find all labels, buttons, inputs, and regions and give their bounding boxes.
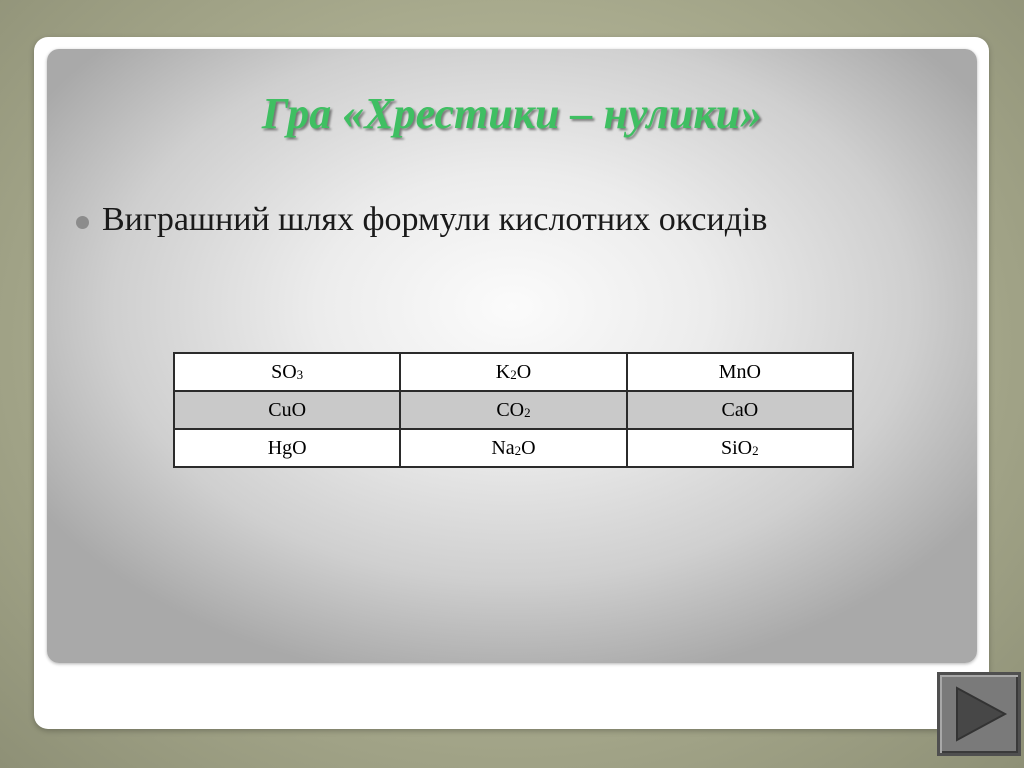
formula-base: CaO	[721, 398, 759, 421]
table-row	[174, 391, 853, 429]
play-triangle-icon	[949, 684, 1009, 744]
next-slide-button[interactable]	[937, 672, 1021, 756]
formula-base: SiO	[721, 436, 753, 459]
table-cell[interactable]	[400, 353, 626, 391]
formula-subscript: 2	[510, 366, 517, 382]
table-cell[interactable]	[400, 429, 626, 467]
formula-subscript: 2	[514, 442, 522, 458]
bullet-item	[76, 196, 768, 244]
table-cell[interactable]	[627, 429, 853, 467]
bullet-dot-icon	[76, 216, 89, 229]
formula-subscript: 3	[296, 366, 304, 382]
table-row	[174, 429, 853, 467]
formula-subscript: 2	[752, 442, 759, 458]
formula-tail: O	[521, 436, 536, 459]
table-cell[interactable]	[400, 391, 626, 429]
formula-base: MnO	[718, 360, 761, 383]
bullet-text: Виграшний шлях формули кислотних оксидів	[102, 201, 768, 238]
formula-base: CO	[496, 398, 525, 421]
oxide-table	[173, 352, 854, 468]
table-row	[174, 353, 853, 391]
formula-tail: O	[516, 360, 532, 383]
table-cell[interactable]	[174, 353, 400, 391]
formula-base: Na	[491, 436, 515, 459]
formula-base: K	[495, 360, 511, 383]
formula-subscript: 2	[524, 404, 531, 420]
table-cell[interactable]	[627, 391, 853, 429]
formula-base: HgO	[267, 436, 307, 459]
table-cell[interactable]	[174, 391, 400, 429]
table-cell[interactable]	[627, 353, 853, 391]
formula-base: SO	[271, 360, 297, 383]
slide-title: Гра «Хрестики – нулики»	[261, 89, 763, 138]
table-cell[interactable]	[174, 429, 400, 467]
formula-base: CuO	[268, 398, 307, 421]
